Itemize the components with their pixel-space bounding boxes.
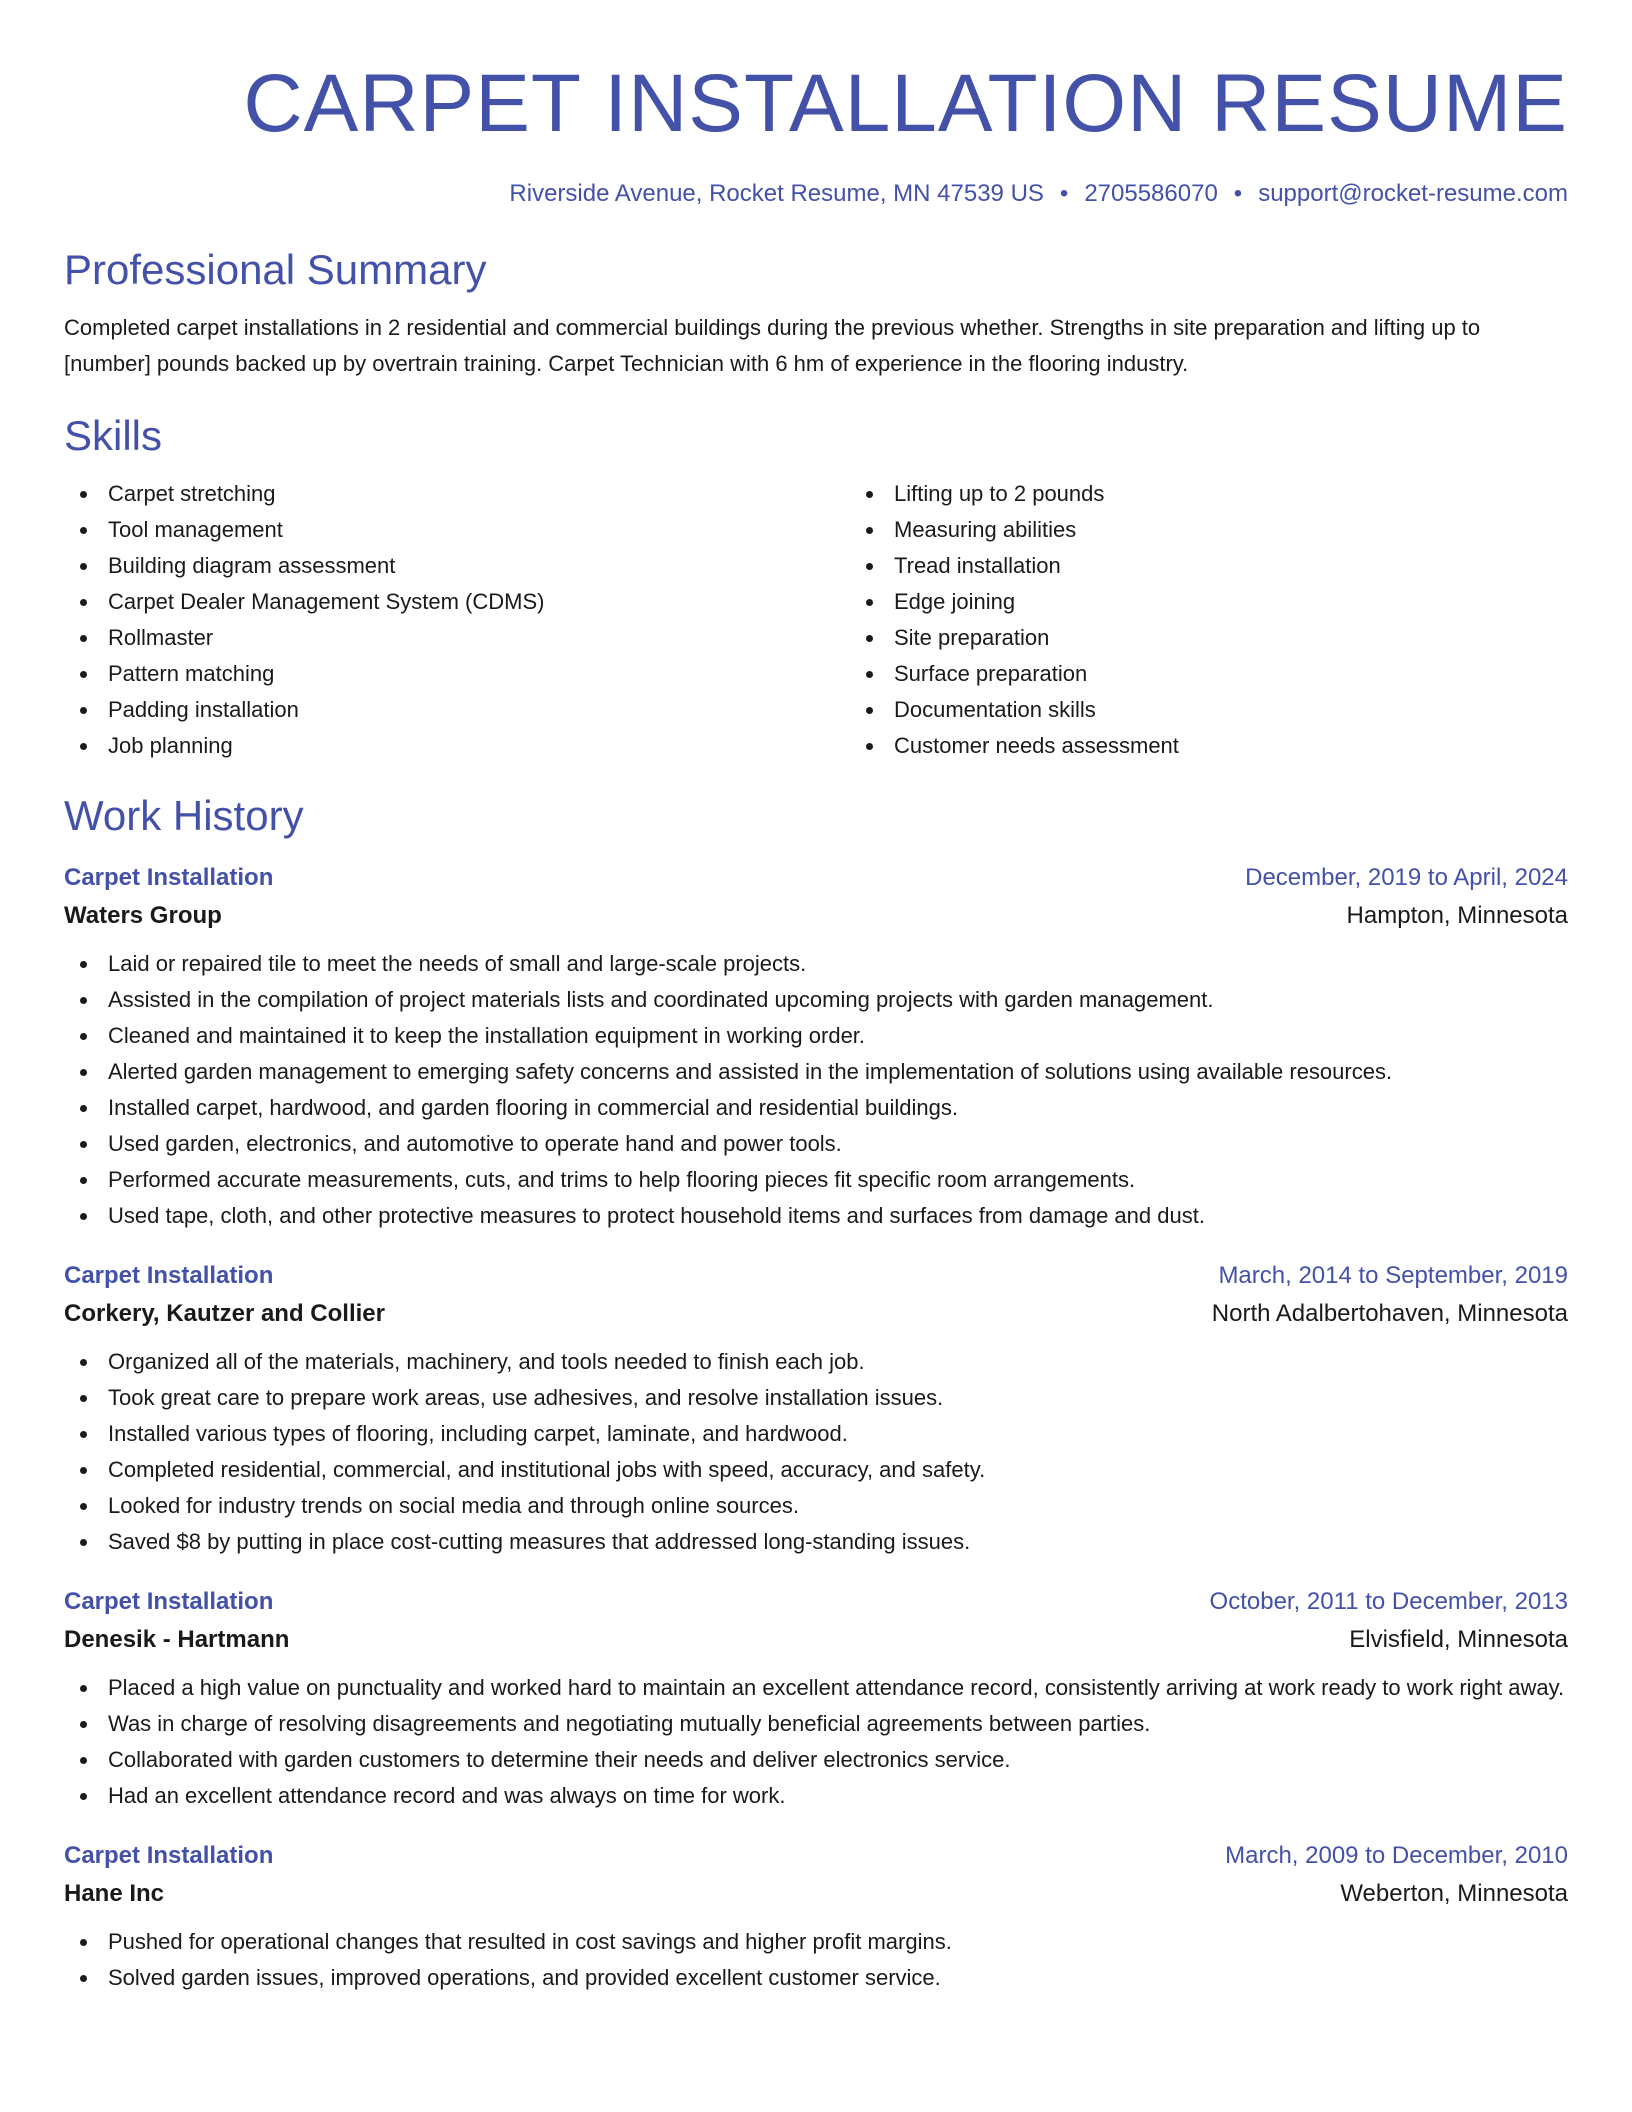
job-duty-item: Collaborated with garden customers to determine their needs and deliver electronics service. xyxy=(108,1742,1568,1778)
job-duty-item: Was in charge of resolving disagreements and negotiating mutually beneficial agreements between parties. xyxy=(108,1706,1568,1742)
skills-column-left xyxy=(64,476,850,764)
job-duty-item: Alerted garden management to emerging safety concerns and assisted in the implementation of solutions using available resources. xyxy=(108,1054,1568,1090)
job-duty-item: Completed residential, commercial, and institutional jobs with speed, accuracy, and safety. xyxy=(108,1452,1568,1488)
skill-item: Lifting up to 2 pounds xyxy=(894,476,1568,512)
skill-item: Carpet Dealer Management System (CDMS) xyxy=(108,584,850,620)
skill-item: Job planning xyxy=(108,728,850,764)
job-company-row xyxy=(64,1294,1568,1334)
job-location: Hampton, Minnesota xyxy=(1346,902,1568,929)
skill-item: Carpet stretching xyxy=(108,476,850,512)
job-dates: December, 2019 to April, 2024 xyxy=(1245,864,1568,891)
job-duty-item: Saved $8 by putting in place cost-cutting measures that addressed long-standing issues. xyxy=(108,1524,1568,1560)
job-duty-item: Laid or repaired tile to meet the needs of small and large-scale projects. xyxy=(108,946,1568,982)
contact-info xyxy=(64,178,1568,210)
job-list xyxy=(64,860,1568,1996)
skills-heading: Skills xyxy=(64,412,163,459)
job-duties xyxy=(64,1924,1568,1996)
summary-heading: Professional Summary xyxy=(64,246,487,293)
job-duty-item: Assisted in the compilation of project materials lists and coordinated upcoming projects with garden management. xyxy=(108,982,1568,1018)
contact-separator xyxy=(1234,178,1242,210)
skill-item: Customer needs assessment xyxy=(894,728,1568,764)
job-company: Corkery, Kautzer and Collier xyxy=(64,1300,385,1327)
contact-email: support@rocket-resume.com xyxy=(1258,180,1568,207)
skill-item: Tool management xyxy=(108,512,850,548)
resume-title: CARPET INSTALLATION RESUME xyxy=(243,58,1568,149)
job-duty-item: Installed carpet, hardwood, and garden flooring in commercial and residential buildings. xyxy=(108,1090,1568,1126)
job-company-row xyxy=(64,1874,1568,1914)
contact-separator xyxy=(1060,178,1068,210)
job-duty-item: Solved garden issues, improved operations, and provided excellent customer service. xyxy=(108,1960,1568,1996)
job-company-row xyxy=(64,896,1568,936)
job-location: Weberton, Minnesota xyxy=(1340,1880,1568,1907)
job-dates: October, 2011 to December, 2013 xyxy=(1209,1588,1568,1615)
job-duty-item: Took great care to prepare work areas, use adhesives, and resolve installation issues. xyxy=(108,1380,1568,1416)
skill-item: Padding installation xyxy=(108,692,850,728)
job-duty-item: Organized all of the materials, machinery, and tools needed to finish each job. xyxy=(108,1344,1568,1380)
summary-text: Completed carpet installations in 2 residential and commercial buildings during the previous whether. Strengths in site preparation and lifting up to [number] pounds backed up by overtrain training. Carpet Technician with 6 hm of experience in the flooring industry. xyxy=(64,315,1481,376)
work-history-section xyxy=(64,790,1568,1996)
job-company: Denesik - Hartmann xyxy=(64,1626,290,1653)
job-title: Carpet Installation xyxy=(64,1588,274,1615)
job-title: Carpet Installation xyxy=(64,1842,274,1869)
job-dates: March, 2014 to September, 2019 xyxy=(1218,1262,1568,1289)
job-title-row xyxy=(64,1838,1568,1874)
contact-phone: 2705586070 xyxy=(1084,180,1218,207)
skills-section xyxy=(64,410,1568,764)
skills-column-right xyxy=(850,476,1568,764)
job-entry xyxy=(64,1584,1568,1814)
job-entry xyxy=(64,1838,1568,1996)
job-company: Hane Inc xyxy=(64,1880,165,1907)
job-duty-item: Installed various types of flooring, including carpet, laminate, and hardwood. xyxy=(108,1416,1568,1452)
skill-item: Surface preparation xyxy=(894,656,1568,692)
professional-summary-section xyxy=(64,244,1568,382)
job-company-row xyxy=(64,1620,1568,1660)
job-title-row xyxy=(64,1584,1568,1620)
job-duty-item: Placed a high value on punctuality and worked hard to maintain an excellent attendance record, consistently arriving at work ready to work right away. xyxy=(108,1670,1568,1706)
job-title: Carpet Installation xyxy=(64,1262,274,1289)
job-dates: March, 2009 to December, 2010 xyxy=(1225,1842,1568,1869)
job-duty-item: Looked for industry trends on social media and through online sources. xyxy=(108,1488,1568,1524)
job-duty-item: Used garden, electronics, and automotive to operate hand and power tools. xyxy=(108,1126,1568,1162)
skill-item: Building diagram assessment xyxy=(108,548,850,584)
skills-grid xyxy=(64,476,1568,764)
job-title-row xyxy=(64,860,1568,896)
job-entry xyxy=(64,1258,1568,1560)
job-duty-item: Cleaned and maintained it to keep the installation equipment in working order. xyxy=(108,1018,1568,1054)
skill-item: Site preparation xyxy=(894,620,1568,656)
skill-item: Rollmaster xyxy=(108,620,850,656)
job-title: Carpet Installation xyxy=(64,864,274,891)
job-duty-item: Performed accurate measurements, cuts, and trims to help flooring pieces fit specific room arrangements. xyxy=(108,1162,1568,1198)
skill-item: Pattern matching xyxy=(108,656,850,692)
job-duties xyxy=(64,946,1568,1234)
skill-item: Tread installation xyxy=(894,548,1568,584)
job-duty-item: Had an excellent attendance record and was always on time for work. xyxy=(108,1778,1568,1814)
job-location: North Adalbertohaven, Minnesota xyxy=(1211,1300,1568,1327)
job-title-row xyxy=(64,1258,1568,1294)
skill-item: Edge joining xyxy=(894,584,1568,620)
job-duty-item: Pushed for operational changes that resulted in cost savings and higher profit margins. xyxy=(108,1924,1568,1960)
job-duties xyxy=(64,1344,1568,1560)
work-history-heading: Work History xyxy=(64,792,304,839)
job-duty-item: Used tape, cloth, and other protective measures to protect household items and surfaces from damage and dust. xyxy=(108,1198,1568,1234)
job-entry xyxy=(64,860,1568,1234)
job-duties xyxy=(64,1670,1568,1814)
job-company: Waters Group xyxy=(64,902,222,929)
job-location: Elvisfield, Minnesota xyxy=(1349,1626,1568,1653)
skill-item: Documentation skills xyxy=(894,692,1568,728)
contact-address: Riverside Avenue, Rocket Resume, MN 47539 US xyxy=(509,180,1044,207)
skill-item: Measuring abilities xyxy=(894,512,1568,548)
